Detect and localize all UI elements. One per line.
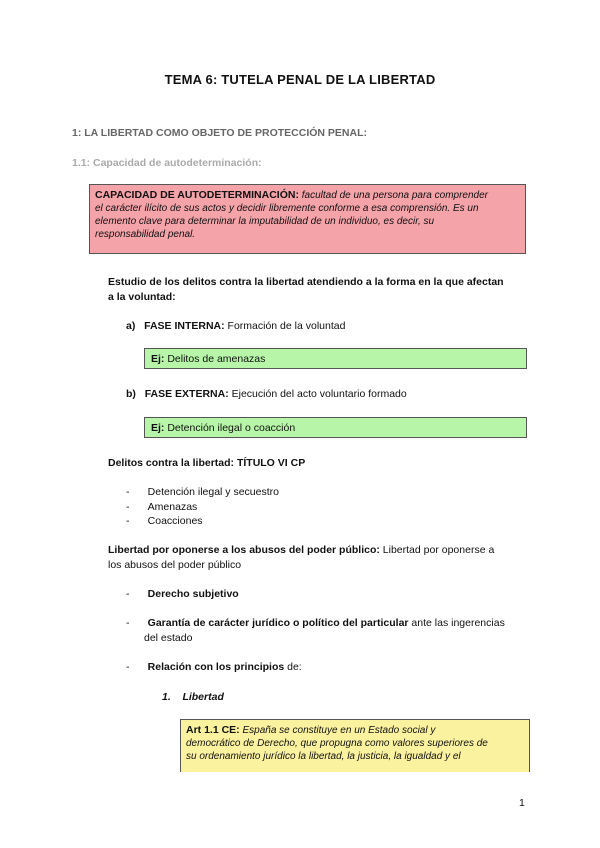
section-heading-1: 1: LA LIBERTAD COMO OBJETO DE PROTECCIÓN PENAL:	[72, 127, 367, 139]
bullet-dash: -	[126, 617, 130, 629]
definition-line-3: elemento clave para determinar la imputabilidad de un individuo, es decir, su	[95, 216, 435, 227]
rights-item-2-line-2: del estado	[144, 632, 193, 644]
page-number: 1	[519, 797, 525, 809]
phase-a-text: Formación de la voluntad	[227, 320, 346, 332]
definition-box	[89, 184, 526, 254]
crimes-heading: Delitos contra la libertad: TÍTULO VI CP	[108, 457, 306, 469]
article-box	[180, 719, 530, 772]
study-line-2: a la voluntad:	[108, 291, 176, 303]
rights-item-3-rest: de:	[287, 661, 302, 673]
phase-a-marker: a)	[126, 320, 136, 332]
bullet-dash: -	[126, 515, 130, 527]
crime-item-3	[126, 514, 203, 529]
crime-item-2-text: Amenazas	[147, 501, 198, 513]
article-label: Art 1.1 CE:	[186, 724, 240, 736]
definition-line-1: facultad de una persona para comprender	[301, 190, 489, 201]
phase-b-marker: b)	[126, 388, 136, 400]
abuse-rest: Libertad por oponerse a	[382, 544, 495, 556]
bullet-dash: -	[126, 661, 130, 673]
crime-item-3-text: Coacciones	[147, 515, 203, 527]
phase-a	[126, 319, 345, 334]
abuse-line-1	[108, 543, 528, 558]
page-title: TEMA 6: TUTELA PENAL DE LA LIBERTAD	[164, 72, 436, 87]
phase-a-label: FASE INTERNA:	[144, 320, 225, 332]
phase-b	[126, 387, 407, 402]
example-box-b	[144, 417, 527, 438]
rights-item-1-text: Derecho subjetivo	[147, 588, 239, 600]
abuse-bold: Libertad por oponerse a los abusos del poder público:	[108, 544, 380, 556]
crime-item-1	[126, 485, 279, 500]
crime-item-2	[126, 500, 197, 515]
rights-item-2	[126, 616, 536, 631]
bullet-dash: -	[126, 588, 130, 600]
article-line-1: España se constituye en un Estado social y	[242, 725, 436, 736]
bullet-dash: -	[126, 501, 130, 513]
principle-label: Libertad	[182, 691, 224, 703]
rights-item-2-bold: Garantía de carácter jurídico o político del particular	[147, 617, 409, 629]
example-box-a	[144, 348, 527, 369]
example-b-text: Detención ilegal o coacción	[167, 422, 296, 434]
definition-line-2: el carácter ilícito de sus actos y decidir libremente conforme a esa comprensión. Es un	[95, 203, 479, 214]
example-a-label: Ej:	[151, 353, 165, 365]
article-line-3: su ordenamiento jurídico la libertad, la justicia, la igualdad y el	[186, 751, 461, 762]
example-b-label: Ej:	[151, 422, 165, 434]
principle-item	[162, 690, 224, 705]
rights-item-3-bold: Relación con los principios	[147, 661, 285, 673]
rights-item-3	[126, 660, 302, 675]
bullet-dash: -	[126, 486, 130, 498]
rights-item-1	[126, 587, 239, 602]
crime-item-1-text: Detención ilegal y secuestro	[147, 486, 279, 498]
rights-item-2-rest: ante las ingerencias	[411, 617, 505, 629]
subsection-heading-1-1: 1.1: Capacidad de autodeterminación:	[72, 157, 262, 169]
definition-line-4: responsabilidad penal.	[95, 229, 196, 240]
phase-b-text: Ejecución del acto voluntario formado	[231, 388, 407, 400]
example-a-text: Delitos de amenazas	[167, 353, 266, 365]
study-line-1: Estudio de los delitos contra la libertad atendiendo a la forma en la que afectan	[108, 276, 504, 288]
definition-term: CAPACIDAD DE AUTODETERMINACIÓN:	[95, 189, 299, 201]
principle-number: 1.	[162, 691, 171, 703]
article-line-2: democrático de Derecho, que propugna como valores superiores de	[186, 738, 488, 749]
phase-b-label: FASE EXTERNA:	[144, 388, 229, 400]
abuse-line-2: los abusos del poder público	[108, 559, 242, 571]
